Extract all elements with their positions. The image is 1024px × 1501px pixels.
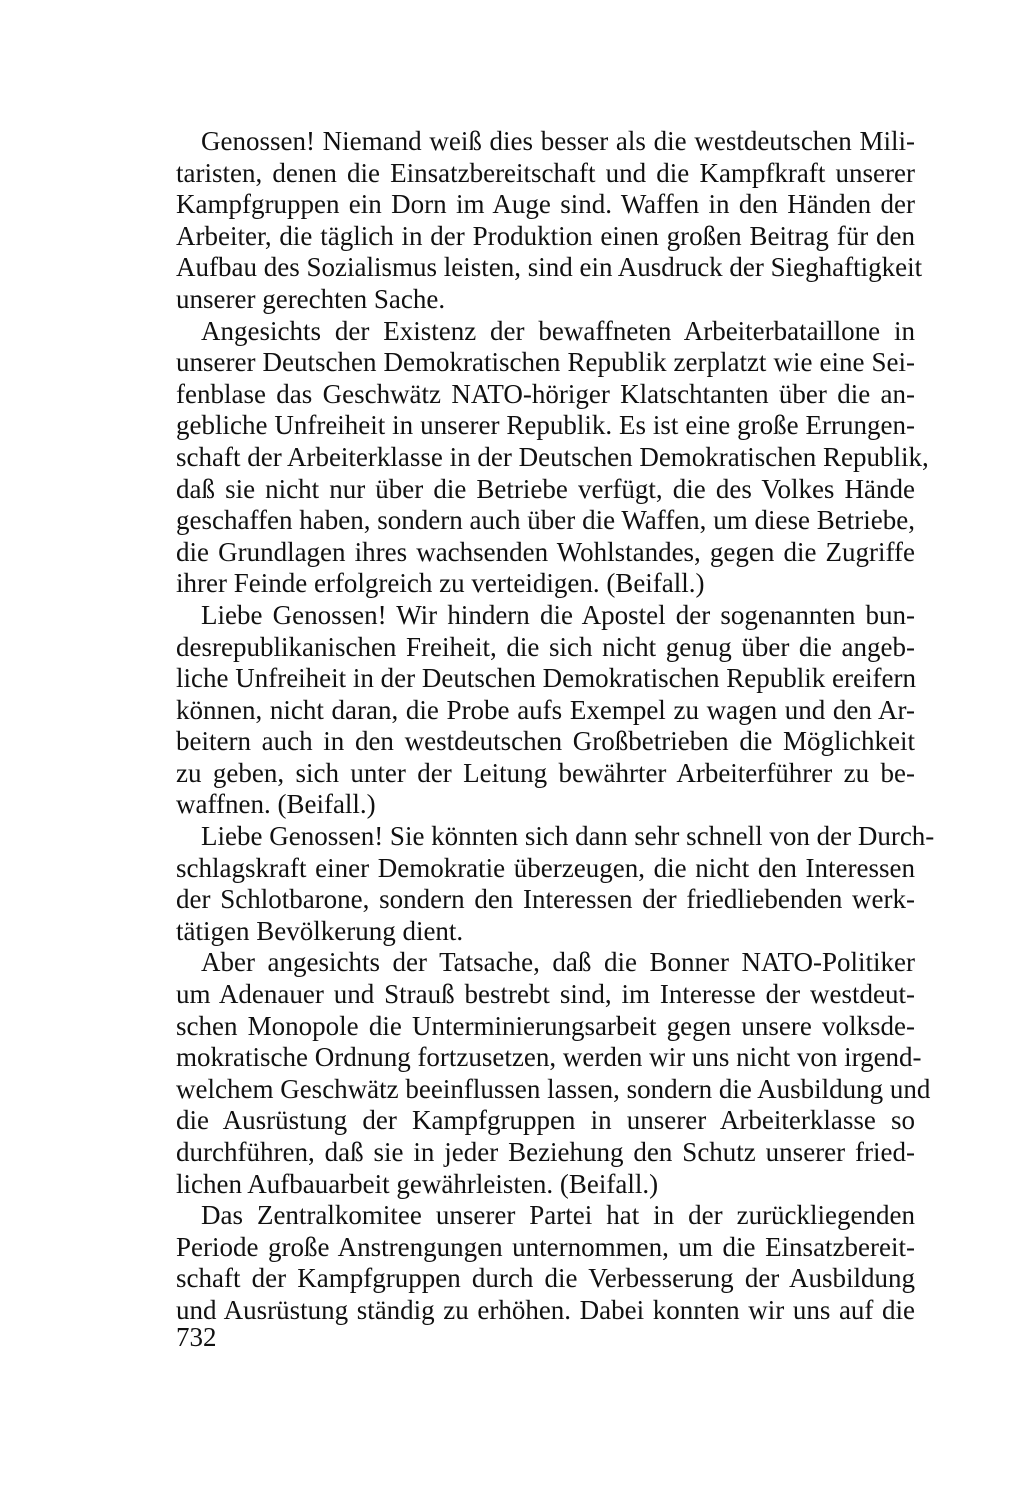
text-line: taristen, denen die Einsatzbereitschaft und die Kampfkraft unserer (176, 157, 915, 188)
text-line: liche Unfreiheit in der Deutschen Demokratischen Republik ereifern (176, 663, 916, 694)
text-line: daß sie nicht nur über die Betriebe verfügt, die des Volkes Hände (176, 473, 915, 504)
text-line: schlagskraft einer Demokratie überzeugen, die nicht den Interessen (176, 852, 915, 883)
text-line: die Grundlagen ihres wachsenden Wohlstandes, gegen die Zugriffe (176, 536, 915, 567)
text-line: Das Zentralkomitee unserer Partei hat in der zurückliegenden (201, 1200, 915, 1231)
text-line: Liebe Genossen! Sie könnten sich dann sehr schnell von der Durch- (201, 821, 935, 852)
page-number: 732 (176, 1322, 217, 1352)
text-line: welchem Geschwätz beeinflussen lassen, sondern die Ausbildung und (176, 1073, 931, 1104)
text-line: fenblase das Geschwätz NATO-höriger Klatschtanten über die an- (176, 378, 915, 409)
text-line: Kampfgruppen ein Dorn im Auge sind. Waffen in den Händen der (176, 189, 915, 220)
text-line: Aufbau des Sozialismus leisten, sind ein Ausdruck der Sieghaftigkeit (176, 252, 923, 283)
text-line: schaft der Kampfgruppen durch die Verbesserung der Ausbildung (176, 1263, 915, 1294)
text-line: durchführen, daß sie in jeder Beziehung den Schutz unserer fried- (176, 1137, 915, 1167)
text-line: ihrer Feinde erfolgreich zu verteidigen. (Beifall.) (176, 568, 705, 599)
text-line: können, nicht daran, die Probe aufs Exempel zu wagen und den Ar- (176, 694, 915, 725)
text-line: mokratische Ordnung fortzusetzen, werden wir uns nicht von irgend- (176, 1042, 922, 1073)
text-line: unserer Deutschen Demokratischen Republik zerplatzt wie eine Sei- (176, 347, 915, 378)
text-line: desrepublikanischen Freiheit, die sich nicht genug über die angeb- (176, 631, 915, 662)
text-line: Periode große Anstrengungen unternommen, um die Einsatzbereit- (176, 1231, 915, 1262)
text-line: lichen Aufbauarbeit gewährleisten. (Beifall.) (176, 1168, 659, 1199)
text-line: die Ausrüstung der Kampfgruppen in unserer Arbeiterklasse so (176, 1105, 915, 1136)
text-line: Arbeiter, die täglich in der Produktion einen großen Beitrag für den (176, 220, 915, 251)
text-line: gebliche Unfreiheit in unserer Republik. Es ist eine große Errungen- (176, 410, 915, 441)
text-line: beitern auch in den westdeutschen Großbetrieben die Möglichkeit (176, 726, 915, 757)
text-line: Genossen! Niemand weiß dies besser als die westdeutschen Mili- (201, 126, 915, 156)
text-line: geschaffen haben, sondern auch über die Waffen, um diese Betriebe, (176, 505, 915, 536)
text-line: Angesichts der Existenz der bewaffneten Arbeiterbataillone in (201, 315, 915, 346)
text-line: um Adenauer und Strauß bestrebt sind, im Interesse der westdeut- (176, 979, 915, 1010)
text-line: unserer gerechten Sache. (176, 283, 446, 314)
text-line: der Schlotbarone, sondern den Interessen der friedliebenden werk- (176, 884, 915, 915)
body-text (176, 126, 935, 1327)
text-line: und Ausrüstung ständig zu erhöhen. Dabei konnten wir uns auf die (176, 1294, 915, 1325)
text-line: Aber angesichts der Tatsache, daß die Bonner NATO-Politiker (201, 947, 915, 978)
text-line: schaft der Arbeiterklasse in der Deutschen Demokratischen Republik, (176, 441, 929, 472)
text-line: tätigen Bevölkerung dient. (176, 915, 464, 946)
text-line: Liebe Genossen! Wir hindern die Apostel der sogenannten bun- (201, 599, 915, 630)
text-line: waffnen. (Beifall.) (176, 789, 376, 820)
text-line: schen Monopole die Unterminierungsarbeit gegen unsere volksde- (176, 1010, 915, 1041)
text-line: zu geben, sich unter der Leitung bewährter Arbeiterführer zu be- (176, 757, 915, 788)
